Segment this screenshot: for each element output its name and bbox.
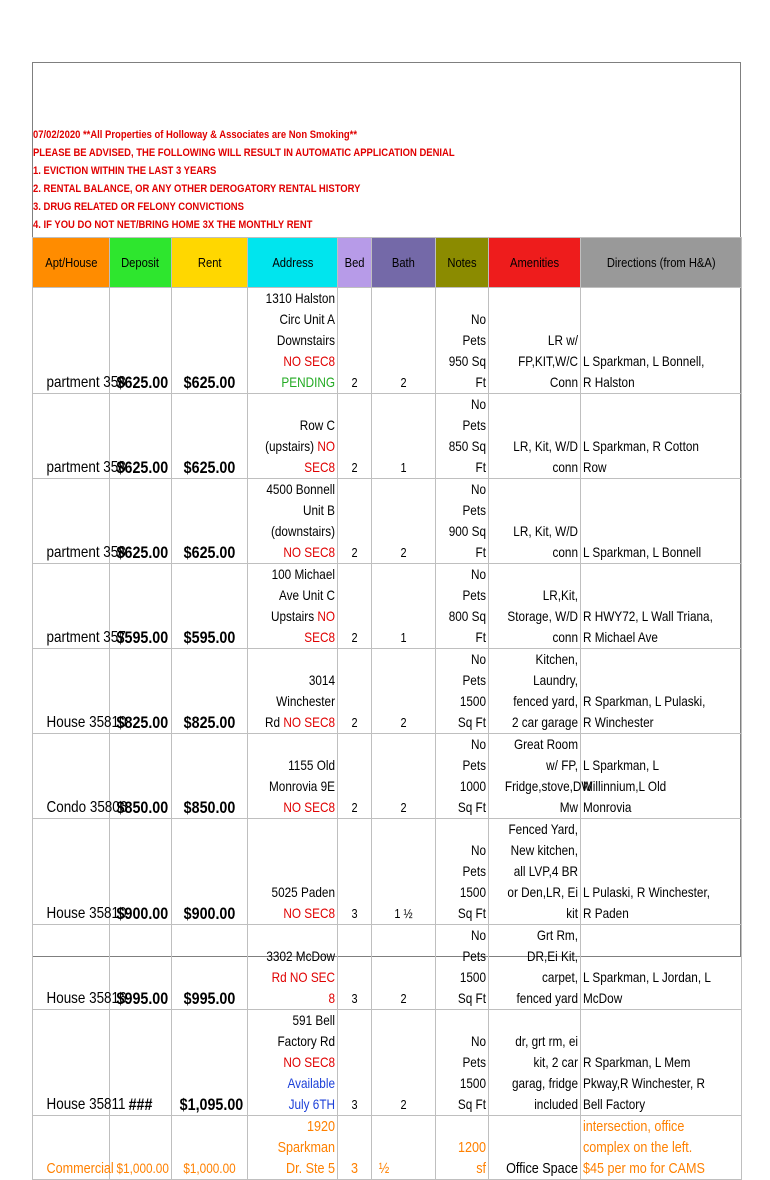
cell-amenities: Grt Rm, DR,Ei Kit, carpet, fenced yard [489,925,581,1010]
cell-notes: 1200 sf [436,1116,489,1180]
cell-apt: Commercial [33,1116,110,1180]
cell-apt: House 35816 [33,925,110,1010]
sec8-status: Rd NO SEC 8 [271,969,335,1006]
table-row [33,479,742,564]
address-text: 1310 Halston Circ Unit A Downstairs [265,290,335,348]
cell-deposit: $900.00 [110,819,172,925]
cell-amenities: dr, grt rm, ei kit, 2 car garag, fridge included [489,1010,581,1116]
cell-notes: No Pets 900 Sq Ft [436,479,489,564]
sec8-status: NO SEC8 [283,353,335,369]
cell-address [248,734,338,819]
cell-deposit: $995.00 [110,925,172,1010]
table-row [33,394,742,479]
cell-bath: 2 [372,734,436,819]
cell-apt: partment 358 [33,288,110,394]
cell-notes: No Pets 1000 Sq Ft [436,734,489,819]
cell-amenities: Fenced Yard, New kitchen, all LVP,4 BR or Den,LR, Ei kit [489,819,581,925]
notice-line-1: 07/02/2020 **All Properties of Holloway & Associates are Non Smoking** [33,129,358,141]
cell-deposit: $1,000.00 [110,1116,172,1180]
cell-apt: partment 358 [33,479,110,564]
header-bath: Bath [372,238,436,288]
address-text: 5025 Paden [271,884,335,900]
sec8-status: NO SEC8 [304,438,335,475]
address-text: Row C (upstairs) [265,417,335,454]
address-text: 4500 Bonnell Unit B (downstairs) [266,481,335,539]
cell-amenities: Great Room w/ FP, Fridge,stove,DW Mw [489,734,581,819]
pending-status: PENDING [281,374,335,390]
table-row-commercial [33,1116,742,1180]
cell-rent: $900.00 [172,819,248,925]
address-text: 1155 Old Monrovia 9E [268,757,335,794]
cell-bed: 2 [338,649,372,734]
cell-directions: L Sparkman, L Millinnium,L Old Monrovia [581,734,742,819]
cell-bed: 2 [338,479,372,564]
table-row [33,1010,742,1116]
notice-line-6: 4. IF YOU DO NOT NET/BRING HOME 3X THE MONTHLY RENT [33,219,313,231]
cell-amenities: LR,Kit, Storage, W/D conn [489,564,581,649]
cell-deposit: $595.00 [110,564,172,649]
header-apt: Apt/House [33,238,110,288]
cell-notes: No Pets 1500 Sq Ft [436,819,489,925]
cell-bed: 3 [338,925,372,1010]
cell-rent: $625.00 [172,288,248,394]
table-row [33,564,742,649]
cell-rent: $625.00 [172,394,248,479]
cell-address [248,288,338,394]
cell-rent: $625.00 [172,479,248,564]
cell-bath: 2 [372,479,436,564]
header-row [33,238,742,288]
cell-notes: No Pets 800 Sq Ft [436,564,489,649]
header-amenities: Amenities [489,238,581,288]
cell-address [248,1010,338,1116]
cell-notes: No Pets 950 Sq Ft [436,288,489,394]
cell-address [248,925,338,1010]
cell-bath: 2 [372,925,436,1010]
header-notes: Notes [436,238,489,288]
cell-amenities: LR, Kit, W/D conn [489,394,581,479]
cell-apt: partment 357 [33,564,110,649]
cell-apt: Condo 35806 [33,734,110,819]
cell-apt: House 35811 [33,1010,110,1116]
table-row [33,288,742,394]
table-row [33,819,742,925]
cell-directions: L Sparkman, L Bonnell, R Halston [581,288,742,394]
table-row [33,649,742,734]
cell-address [248,394,338,479]
cell-bath: 1 ½ [372,819,436,925]
header-directions: Directions (from H&A) [581,238,742,288]
address-text: 3302 McDow [266,948,335,964]
notice-line-3: 1. EVICTION WITHIN THE LAST 3 YEARS [33,165,217,177]
cell-address [248,649,338,734]
cell-apt: partment 358 [33,394,110,479]
table-row [33,734,742,819]
cell-bath: 2 [372,1010,436,1116]
header-deposit: Deposit [110,238,172,288]
cell-address [248,819,338,925]
sec8-status: NO SEC8 [283,714,335,730]
notice-line-2: PLEASE BE ADVISED, THE FOLLOWING WILL RESULT IN AUTOMATIC APPLICATION DENIAL [33,147,455,159]
address-text: 100 Michael Ave Unit C Upstairs [270,566,335,624]
cell-directions: R Sparkman, L Pulaski, R Winchester [581,649,742,734]
notice-line-4: 2. RENTAL BALANCE, OR ANY OTHER DEROGATORY RENTAL HISTORY [33,183,361,195]
sec8-status: NO SEC8 [283,1054,335,1070]
cell-notes: No Pets 1500 Sq Ft [436,1010,489,1116]
availability-note: Available July 6TH [287,1075,335,1112]
header-rent: Rent [172,238,248,288]
cell-amenities: LR w/ FP,KIT,W/C Conn [489,288,581,394]
cell-bath: 2 [372,288,436,394]
cell-address: 1920 Sparkman Dr. Ste 5 [248,1116,338,1180]
header-bed: Bed [338,238,372,288]
header-address: Address [248,238,338,288]
cell-bed: 3 [338,819,372,925]
cell-notes: No Pets 1500 Sq Ft [436,925,489,1010]
cell-notes: No Pets 850 Sq Ft [436,394,489,479]
cell-directions: L Sparkman, L Jordan, L McDow [581,925,742,1010]
cell-rent: $1,095.00 [172,1010,248,1116]
cell-notes: No Pets 1500 Sq Ft [436,649,489,734]
address-text: 3014 Winchester Rd [265,672,335,730]
cell-rent: $595.00 [172,564,248,649]
sec8-status: NO SEC8 [283,544,335,560]
cell-rent: $995.00 [172,925,248,1010]
cell-bed: 2 [338,564,372,649]
cell-rent: $1,000.00 [172,1116,248,1180]
cell-deposit: $625.00 [110,288,172,394]
sec8-status: NO SEC8 [283,799,335,815]
cell-bath: 2 [372,649,436,734]
cell-deposit: $825.00 [110,649,172,734]
cell-bed: 2 [338,288,372,394]
cell-address [248,479,338,564]
address-text: 591 Bell Factory Rd [277,1012,335,1049]
cell-deposit: $625.00 [110,479,172,564]
cell-apt: House 35810 [33,649,110,734]
cell-amenities: Kitchen, Laundry, fenced yard, 2 car garage [489,649,581,734]
policy-notice [33,126,738,234]
cell-amenities: LR, Kit, W/D conn [489,479,581,564]
cell-directions: R HWY72, L Wall Triana, R Michael Ave [581,564,742,649]
cell-amenities: Office Space [489,1116,581,1180]
cell-rent: $825.00 [172,649,248,734]
cell-directions: L Pulaski, R Winchester, R Paden [581,819,742,925]
cell-bath: ½ [372,1116,436,1180]
cell-directions: intersection, office complex on the left. $45 per mo for CAMS [581,1116,742,1180]
cell-bed: 2 [338,734,372,819]
sec8-status: NO SEC8 [304,608,335,645]
cell-directions: L Sparkman, L Bonnell [581,479,742,564]
cell-directions: L Sparkman, R Cotton Row [581,394,742,479]
table-row [33,925,742,1010]
cell-deposit: $625.00 [110,394,172,479]
cell-bath: 1 [372,394,436,479]
cell-directions: R Sparkman, L Mem Pkway,R Winchester, R Bell Factory [581,1010,742,1116]
cell-deposit: ### [110,1010,172,1116]
listings-table [32,237,742,1180]
notice-line-5: 3. DRUG RELATED OR FELONY CONVICTIONS [33,201,244,213]
cell-apt: House 35810 [33,819,110,925]
cell-deposit: $850.00 [110,734,172,819]
cell-bed: 2 [338,394,372,479]
cell-bath: 1 [372,564,436,649]
cell-rent: $850.00 [172,734,248,819]
cell-bed: 3 [338,1116,372,1180]
sec8-status: NO SEC8 [283,905,335,921]
cell-address [248,564,338,649]
cell-bed: 3 [338,1010,372,1116]
